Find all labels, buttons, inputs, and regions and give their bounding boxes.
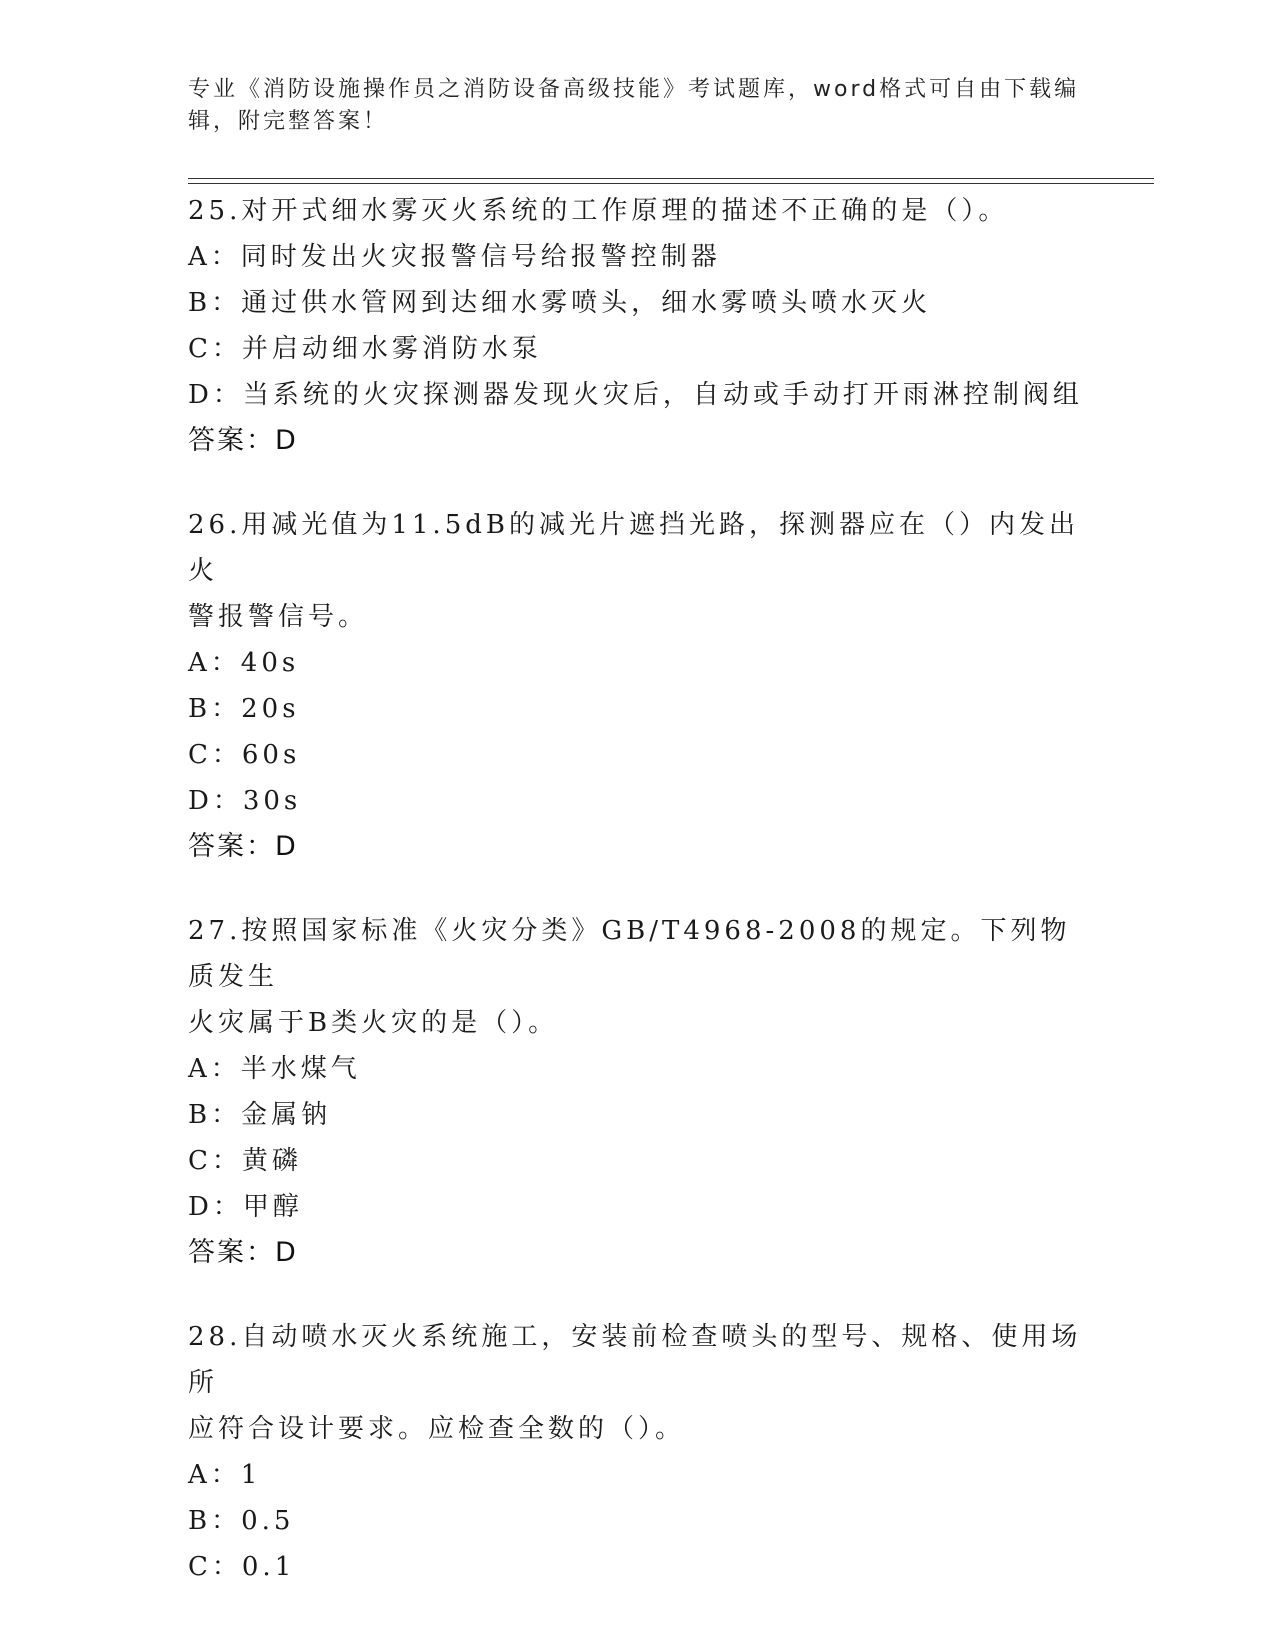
question-block <box>188 188 1088 464</box>
answer-option: B：0.5 <box>188 1506 295 1536</box>
answer-option: A：同时发出火灾报警信号给报警控制器 <box>188 242 721 272</box>
answer-option: C：60s <box>188 740 301 770</box>
answer-option: B：通过供水管网到达细水雾喷头，细水雾喷头喷水灭火 <box>188 288 932 318</box>
question-list <box>188 188 1088 1628</box>
answer-option: A：半水煤气 <box>188 1054 361 1084</box>
answer-key: 答案：D <box>188 425 298 456</box>
answer-option: A：1 <box>188 1460 262 1490</box>
question-stem: 火灾属于B类火灾的是（）。 <box>188 1008 559 1038</box>
header-rule-top <box>188 178 1154 179</box>
answer-option: C：0.1 <box>188 1552 296 1582</box>
document-header <box>188 74 1088 138</box>
answer-key: 答案：D <box>188 1237 298 1268</box>
question-stem: 27.按照国家标准《火灾分类》GB/T4968-2008的规定。下列物质发生 <box>188 916 1071 992</box>
header-line-2: 辑，附完整答案！ <box>188 109 389 134</box>
answer-option: D：甲醇 <box>188 1192 303 1222</box>
answer-option: C：并启动细水雾消防水泵 <box>188 334 542 364</box>
question-block <box>188 908 1088 1276</box>
answer-option: B：20s <box>188 694 300 724</box>
answer-option: D：当系统的火灾探测器发现火灾后，自动或手动打开雨淋控制阀组 <box>188 380 1083 410</box>
answer-option: C：黄磷 <box>188 1146 302 1176</box>
question-stem: 26.用减光值为11.5dB的减光片遮挡光路，探测器应在（）内发出火 <box>188 510 1079 586</box>
question-block <box>188 1314 1088 1590</box>
question-stem: 28.自动喷水灭火系统施工，安装前检查喷头的型号、规格、使用场所 <box>188 1322 1082 1398</box>
answer-key: 答案：D <box>188 831 298 862</box>
question-stem: 警报警信号。 <box>188 602 369 632</box>
header-rule-bottom <box>188 183 1154 184</box>
answer-option: B：金属钠 <box>188 1100 332 1130</box>
question-block <box>188 502 1088 870</box>
header-line-1: 专业《消防设施操作员之消防设备高级技能》考试题库，word格式可自由下载编 <box>188 77 1080 102</box>
question-stem: 25.对开式细水雾灭火系统的工作原理的描述不正确的是（）。 <box>188 196 1009 226</box>
answer-option: A：40s <box>188 648 300 678</box>
answer-option: D：30s <box>188 786 302 816</box>
question-stem: 应符合设计要求。应检查全数的（）。 <box>188 1414 686 1444</box>
